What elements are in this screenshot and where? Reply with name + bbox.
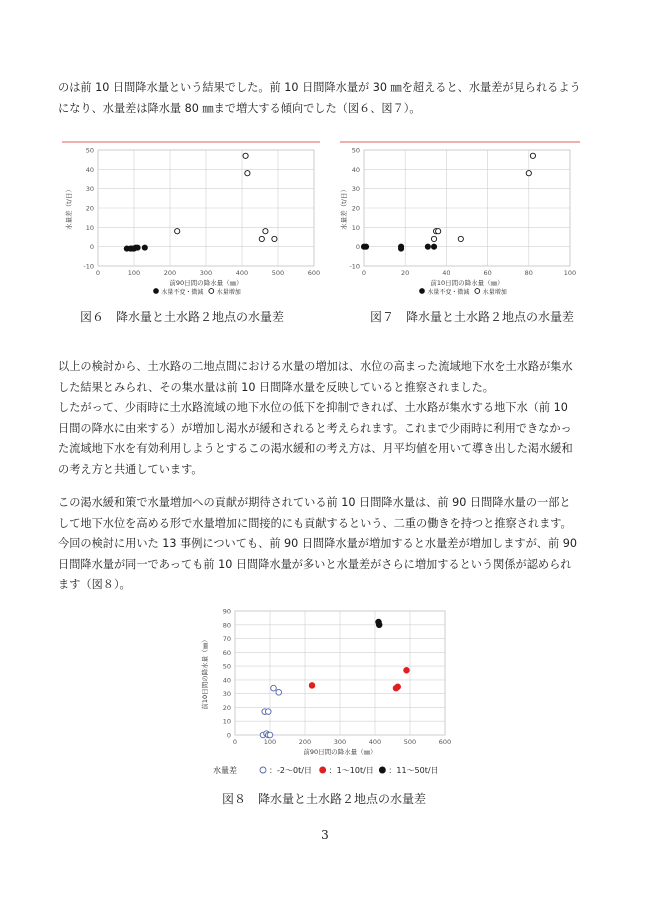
data-point <box>245 171 250 176</box>
paragraph-1 <box>58 78 598 119</box>
y-tick-label: 10 <box>85 223 94 232</box>
x-tick-label: 300 <box>199 269 213 277</box>
paragraph-2 <box>58 357 598 480</box>
y-tick-label: 50 <box>85 146 94 155</box>
y-axis-label: 水量差（t/日） <box>65 186 73 230</box>
fig6-caption: 図６ 降水量と土水路２地点の水量差 <box>80 310 285 324</box>
x-tick-label: 0 <box>361 269 367 277</box>
x-tick-label: 200 <box>163 269 177 277</box>
data-point <box>431 244 436 249</box>
legend-label: ：1～10t/日 <box>328 766 374 775</box>
y-tick-label: 0 <box>226 731 231 740</box>
data-point <box>265 709 271 715</box>
x-tick-label: 60 <box>483 269 492 277</box>
data-point <box>458 236 463 241</box>
data-point <box>404 667 410 673</box>
data-point <box>271 685 277 691</box>
x-tick-label: 500 <box>271 269 285 277</box>
y-tick-label: 0 <box>89 243 94 252</box>
legend-label: ：-2～0t/日 <box>269 766 312 775</box>
x-tick-label: 400 <box>235 269 249 277</box>
y-tick-label: 0 <box>355 243 360 252</box>
y-tick-label: 90 <box>222 607 231 616</box>
y-tick-label: 30 <box>85 185 94 194</box>
y-tick-label: 40 <box>85 165 94 174</box>
text-line: この渇水緩和策で水量増加への貢献が期待されている前 10 日間降水量は、前 90 日間降水量の一部と <box>58 496 571 509</box>
x-tick-label: 600 <box>438 738 452 746</box>
data-point <box>259 236 264 241</box>
x-tick-label: 100 <box>263 738 277 746</box>
x-axis-label: 前90日間の降水量（㎜） <box>169 279 243 287</box>
x-tick-label: 200 <box>298 738 312 746</box>
text-line: して地下水位を高める形で水量増加に間接的にも貢献するという、二重の働きを持つと推察されます。 <box>58 516 572 530</box>
legend-marker <box>320 767 326 773</box>
legend-label: ：11～50t/日 <box>388 766 439 775</box>
x-tick-label: 100 <box>127 269 141 277</box>
fig8-caption: 図８ 降水量と土水路２地点の水量差 <box>222 792 427 806</box>
legend-marker <box>154 289 159 294</box>
text-line: 今回の検討に用いた 13 事例についても、前 90 日間降水量が増加すると水量差が増加しますが、前 90 <box>58 537 577 550</box>
y-axis-label: 前10日間の降水量（㎜） <box>201 636 209 710</box>
data-point <box>272 236 277 241</box>
page-number: 3 <box>321 828 329 842</box>
text-line: したがって、少雨時に土水路流域の地下水位の低下を抑制できれば、土水路が集水する地下水（前 10 <box>58 401 568 414</box>
y-axis-label: 水量差（t/日） <box>340 186 348 230</box>
y-tick-label: 60 <box>222 648 231 657</box>
text-line: 日間降水量が同一であっても前 10 日間降水量が多いと水量差がさらに増加するという関係が認められ <box>58 557 572 571</box>
text-line: のは前 10 日間降水量という結果でした。前 10 日間降水量が 30 ㎜を超えると、水量差が見られるよう <box>58 81 581 94</box>
x-tick-label: 500 <box>403 738 417 746</box>
legend-marker <box>475 289 480 294</box>
x-tick-label: 600 <box>307 269 321 277</box>
legend-label: 水量不変・微減 <box>161 289 204 296</box>
data-point <box>431 236 436 241</box>
x-axis-label: 前90日間の降水量（㎜） <box>303 748 377 756</box>
x-tick-label: 20 <box>401 269 410 277</box>
x-axis-label: 前10日間の降水量（㎜） <box>430 279 504 287</box>
data-point <box>135 245 140 250</box>
y-tick-label: 20 <box>351 204 360 213</box>
text-line: になり、水量差は降水量 80 ㎜まで増大する傾向でした（図６、図７）。 <box>58 101 421 115</box>
y-tick-label: 10 <box>351 223 360 232</box>
y-tick-label: 10 <box>222 717 231 726</box>
legend-title: 水量差 <box>213 766 237 775</box>
data-point <box>436 229 441 234</box>
data-point <box>398 246 403 251</box>
legend-label: 水量不変・微減 <box>427 289 470 296</box>
fig7-chart <box>340 140 590 300</box>
legend-marker <box>209 289 214 294</box>
x-tick-label: 0 <box>95 269 101 277</box>
fig7-caption: 図７ 降水量と土水路２地点の水量差 <box>370 310 575 324</box>
y-tick-label: 30 <box>222 690 231 699</box>
data-point <box>363 244 368 249</box>
data-point <box>175 229 180 234</box>
text-line: 以上の検討から、土水路の二地点間における水量の増加は、水位の高まった流域地下水を土水路が集水 <box>58 360 573 373</box>
x-tick-label: 300 <box>333 738 347 746</box>
data-point <box>142 245 147 250</box>
paragraph-3 <box>58 493 598 596</box>
y-tick-label: 30 <box>351 185 360 194</box>
y-tick-label: 50 <box>222 662 231 671</box>
text-line: の考え方と共通しています。 <box>58 462 203 476</box>
data-point <box>276 689 282 695</box>
text-line: ます（図８）。 <box>58 578 131 591</box>
legend-label: 水量増加 <box>216 289 241 296</box>
data-point <box>530 153 535 158</box>
legend-marker <box>379 767 385 773</box>
y-tick-label: -10 <box>83 262 94 271</box>
y-tick-label: 80 <box>222 621 231 630</box>
data-point <box>263 229 268 234</box>
text-line: た流域地下水を有効利用しようとするこの渇水緩和の考え方は、月平均値を用いて導き出した渇水緩和 <box>58 442 573 455</box>
fig8-chart <box>195 605 475 783</box>
legend-label: 水量増加 <box>482 289 507 296</box>
x-tick-label: 80 <box>524 269 533 277</box>
text-line: した結果とみられ、その集水量は前 10 日間降水量を反映していると推察されました。 <box>58 380 494 394</box>
data-point <box>425 244 430 249</box>
legend-marker <box>420 289 425 294</box>
y-tick-label: 50 <box>351 146 360 155</box>
data-point <box>267 732 273 738</box>
y-tick-label: 40 <box>222 676 231 685</box>
x-tick-label: 100 <box>563 269 577 277</box>
legend-marker <box>260 767 266 773</box>
y-tick-label: 20 <box>222 703 231 712</box>
y-tick-label: 40 <box>351 165 360 174</box>
y-tick-label: 70 <box>222 635 231 644</box>
x-tick-label: 0 <box>232 738 238 746</box>
data-point <box>526 171 531 176</box>
y-tick-label: -10 <box>349 262 360 271</box>
data-point <box>376 622 382 628</box>
data-point <box>395 684 401 690</box>
text-line: 日間の降水に由来する）が増加し渇水が緩和されると考えられます。これまで少雨時に利用できなかっ <box>58 421 572 435</box>
data-point <box>309 683 315 689</box>
data-point <box>243 153 248 158</box>
x-tick-label: 400 <box>368 738 382 746</box>
x-tick-label: 40 <box>442 269 451 277</box>
fig6-chart <box>62 140 330 300</box>
y-tick-label: 20 <box>85 204 94 213</box>
